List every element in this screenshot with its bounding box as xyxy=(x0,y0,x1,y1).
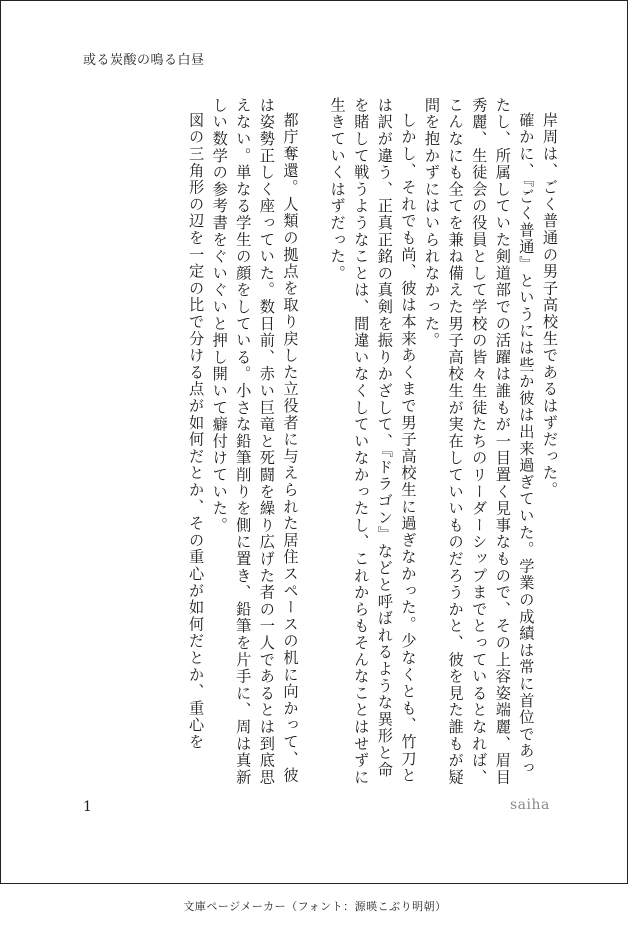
vertical-body-text xyxy=(71,97,561,787)
author-name: saiha xyxy=(510,797,550,813)
paragraph-3: しかし、それでも尚、彼は本来あくまで男子高校生に過ぎなかった。少なくとも、竹刀とは訳が違う、正真正銘の真剣を振りかざして、『ドラゴン』などと呼ばれるような異形と命を賭して戦うようなことは、間違いなくしていなかったし、これからもそんなことはせずに生きていくはずだった。 xyxy=(328,97,418,786)
paragraph-2: 確かに、『ごく普通』というには些か彼は出来過ぎていた。学業の成績は常に首位であったし、所属していた剣道部での活躍は誰もが一目置く見事なもので、その上容姿端麗、眉目秀麗、生徒会の役員として学校の皆々生徒たちのリーダーシップまでとっているとなれば、こんなにも全てを兼ね備えた男子高校生が実在していいものだろうかと、彼を見た誰もが疑問を抱かずにはいられなかった。 xyxy=(423,97,536,786)
paragraph-5: 図の三角形の辺を一定の比で分ける点が如何だとか、その重心が如何だとか、重心を xyxy=(187,112,206,751)
blank-line xyxy=(301,97,325,787)
font-credit: 文庫ページメーカー（フォント：源暎こぶり明朝） xyxy=(183,900,447,913)
page-number: 1 xyxy=(83,799,92,815)
paragraph-4: 都庁奪還。人類の拠点を取り戻した立役者に与えられた居住スペースの机に向かって、彼は姿勢正しく座っていた。数日前、赤い巨竜と死闘を繰り広げた者の一人であるとは到底思えない。単なる学生の顔をしている。小さな鉛筆削りを側に置き、鉛筆を片手に、周は真新しい数学の参考書をぐいぐいと押し開いて癖付けていた。 xyxy=(210,97,300,786)
book-title: 或る炭酸の鳴る白昼 xyxy=(83,53,205,68)
paragraph-1: 岸周は、ごく普通の男子高校生であるはずだった。 xyxy=(541,112,559,499)
